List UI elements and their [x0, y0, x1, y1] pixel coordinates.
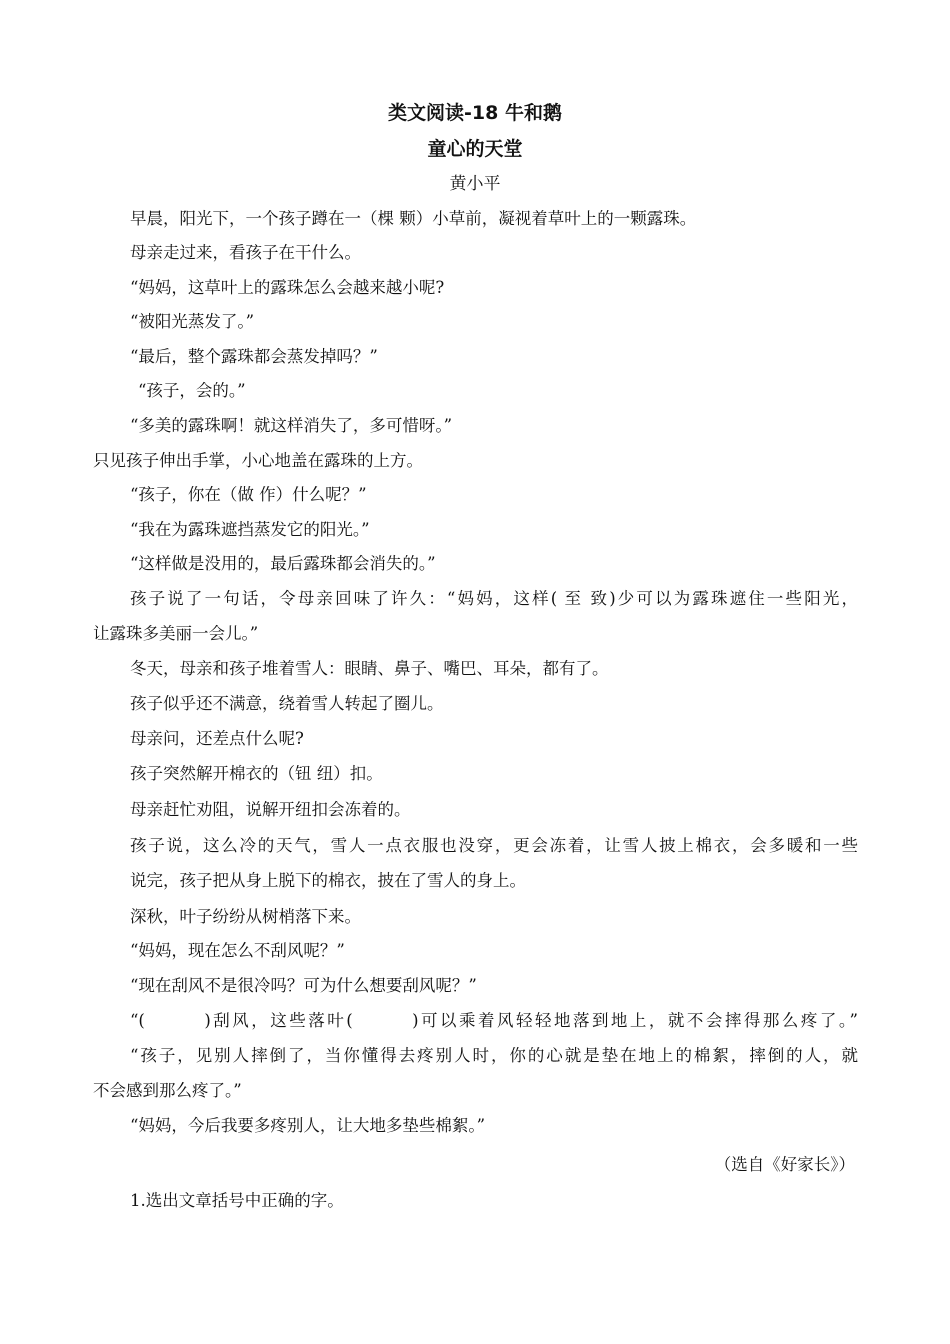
paragraph-line: 深秋，叶子纷纷从树梢落下来。 [130, 907, 361, 926]
paragraph-line: 不会感到那么疼了。” [93, 1081, 242, 1100]
paragraph-line: “被阳光蒸发了。” [130, 312, 255, 331]
document-title: 类文阅读-18 牛和鹅 [388, 102, 562, 124]
paragraph-line: 母亲赶忙劝阻，说解开纽扣会冻着的。 [130, 800, 411, 819]
paragraph-line: 孩子似乎还不满意，绕着雪人转起了圈儿。 [130, 694, 444, 713]
paragraph-line: 母亲走过来，看孩子在干什么。 [130, 243, 361, 262]
paragraph-line: “妈妈，现在怎么不刮风呢？” [130, 941, 345, 960]
paragraph-line: “妈妈，这草叶上的露珠怎么会越来越小呢? [130, 278, 445, 297]
paragraph-line: “孩子，你在（做 作）什么呢？” [130, 485, 367, 504]
paragraph-line: “妈妈，今后我要多疼别人，让大地多垫些棉絮。” [130, 1116, 486, 1135]
paragraph-line: 早晨，阳光下，一个孩子蹲在一（棵 颗）小草前，凝视着草叶上的一颗露珠。 [130, 209, 697, 228]
paragraph-line: “最后，整个露珠都会蒸发掉吗？” [130, 347, 378, 366]
article-title: 童心的天堂 [427, 138, 523, 160]
paragraph-line: 孩子突然解开棉衣的（钮 纽）扣。 [130, 764, 383, 783]
paragraph-line: 母亲问，还差点什么呢? [130, 729, 304, 748]
paragraph-line: “现在刮风不是很冷吗？可为什么想要刮风呢？” [130, 976, 477, 995]
paragraph-line: 孩子说了一句话，令母亲回味了许久：“妈妈，这样( 至 致)少可以为露珠遮住一些阳光， [130, 589, 858, 608]
paragraph-line: “孩子，见别人摔倒了，当你懂得去疼别人时，你的心就是垫在地上的棉絮，摔倒的人，就 [130, 1046, 858, 1065]
paragraph-line: “这样做是没用的，最后露珠都会消失的。” [130, 554, 436, 573]
paragraph-line: 只见孩子伸出手掌，小心地盖在露珠的上方。 [93, 451, 423, 470]
paragraph-line: “多美的露珠啊！就这样消失了，多可惜呀。” [130, 416, 453, 435]
paragraph-line: 冬天，母亲和孩子堆着雪人：眼睛、鼻子、嘴巴、耳朵，都有了。 [130, 659, 609, 678]
paragraph-line: “我在为露珠遮挡蒸发它的阳光。” [130, 520, 370, 539]
question-1: 1.选出文章括号中正确的字。 [130, 1191, 344, 1210]
paragraph-line: 孩子说，这么冷的天气，雪人一点衣服也没穿，更会冻着，让雪人披上棉衣，会多暖和一些 [130, 836, 858, 855]
article-source: （选自《好家长》） [714, 1155, 855, 1174]
article-author: 黄小平 [449, 174, 501, 194]
paragraph-line: “( )刮风，这些落叶( )可以乘着风轻轻地落到地上，就不会摔得那么疼了。” [130, 1011, 858, 1030]
paragraph-line: “孩子，会的。” [138, 381, 246, 400]
paragraph-line: 让露珠多美丽一会儿。” [93, 624, 259, 643]
paragraph-line: 说完，孩子把从身上脱下的棉衣，披在了雪人的身上。 [130, 871, 526, 890]
